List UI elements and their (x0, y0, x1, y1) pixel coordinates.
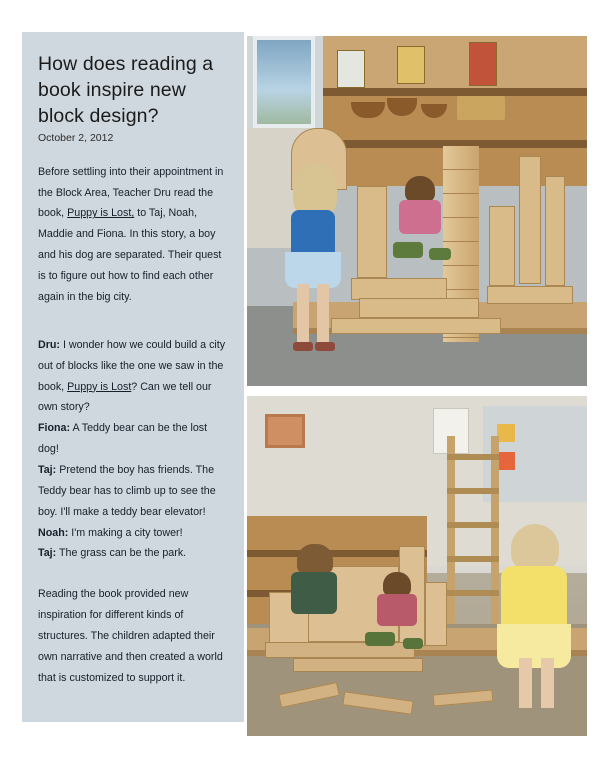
child-hair (511, 524, 559, 570)
block-pillar-2 (489, 206, 515, 286)
photo-block-area-tower (247, 36, 587, 386)
page-title: How does reading a book inspire new block design? (38, 53, 214, 127)
framed-photo (265, 414, 305, 448)
dialogue-line-taj-2 (38, 543, 228, 564)
speaker-fiona: Fiona: (38, 422, 71, 435)
wooden-ladder (447, 436, 499, 636)
child-skirt (497, 624, 571, 668)
child-hair (383, 572, 411, 596)
child-in-green-shirt (289, 544, 341, 630)
child-in-yellow-dress (497, 524, 571, 714)
child-in-blue-dress (283, 164, 341, 274)
child-shirt (291, 572, 337, 614)
picture-book-3 (469, 42, 497, 86)
child-leg-left (297, 284, 309, 346)
play-grass-1 (393, 242, 423, 258)
child-shirt (377, 594, 417, 626)
ladder-rail-left (447, 436, 455, 636)
block-pillar-3 (519, 156, 541, 284)
child-shirt (399, 200, 441, 234)
publication-date: October 2, 2012 (38, 131, 114, 144)
child-hair (297, 544, 333, 574)
block-beam-2 (359, 298, 479, 318)
dialogue-line-noah (38, 523, 228, 544)
intro-paragraph (38, 162, 228, 308)
child-shoe-left (293, 342, 313, 351)
storage-basket (457, 96, 505, 120)
dru-text-before: I wonder how we could build a city out of blocks like the one we saw in the book, (38, 338, 226, 393)
picture-book-1 (337, 50, 365, 88)
dialogue-line-fiona (38, 418, 228, 460)
dru-text-after: ? Can we tell our own story? (38, 380, 212, 414)
window (253, 36, 315, 128)
child-shirt (291, 210, 335, 258)
play-grass-1 (365, 632, 395, 646)
child-shoe-right (315, 342, 335, 351)
play-grass-2 (429, 248, 451, 260)
child-leg-right (317, 284, 329, 346)
text-panel (22, 32, 244, 722)
taj-text-2: The grass can be the park. (56, 547, 187, 560)
intro-text-after: to Taj, Noah, Maddie and Fiona. In this story, a boy and his dog are separated. Their quest is to figure out how to find each other again in the big city. (38, 207, 222, 303)
spacer-1 (38, 322, 228, 335)
sticky-note-1 (497, 424, 515, 442)
speaker-taj-2: Taj: (38, 547, 57, 560)
dialogue-line-taj-1 (38, 460, 228, 523)
picture-book-2 (397, 46, 425, 84)
child-hair (405, 176, 435, 202)
child-dress (501, 566, 567, 662)
child-leg-left (519, 658, 532, 708)
noah-text: I'm making a city tower! (68, 526, 183, 539)
dialogue-line-dru (38, 335, 228, 418)
speaker-dru: Dru: (38, 338, 60, 351)
block-beam-3 (487, 286, 573, 304)
child-skirt (285, 252, 341, 288)
book-title-inline-1: Puppy is Lost, (67, 207, 135, 220)
block-beam-1 (351, 278, 447, 300)
speaker-noah: Noah: (38, 526, 69, 539)
play-grass-2 (403, 638, 423, 649)
block-pillar-3 (425, 582, 447, 646)
child-in-pink-shirt (397, 176, 443, 246)
taj-text-1: Pretend the boy has friends. The Teddy bear has to climb up to see the boy. I'll make a teddy bear elevator! (38, 463, 216, 518)
dialogue-block (38, 335, 228, 564)
book-title-inline-2: Puppy is Lost (67, 380, 132, 393)
photo-block-area-city (247, 396, 587, 736)
intro-text-before: Before settling into their appointment in the Block Area, Teacher Dru read the book, (38, 165, 224, 220)
photo-column (247, 36, 587, 736)
shelf-board-upper (323, 88, 587, 96)
fiona-text: A Teddy bear can be the lost dog! (38, 422, 208, 456)
block-pillar-4 (545, 176, 565, 286)
block-pillar-1 (357, 186, 387, 278)
child-in-red-shirt (375, 572, 419, 634)
block-beam-2 (293, 658, 423, 672)
block-beam-4 (331, 318, 501, 334)
child-leg-right (541, 658, 554, 708)
spacer-2 (38, 564, 228, 584)
speaker-taj-1: Taj: (38, 463, 57, 476)
closing-paragraph: Reading the book provided new inspiration for different kinds of structures. The children adapted their own narrative and then created a world that is customized to support it. (38, 588, 223, 684)
sticky-note-2 (497, 452, 515, 470)
